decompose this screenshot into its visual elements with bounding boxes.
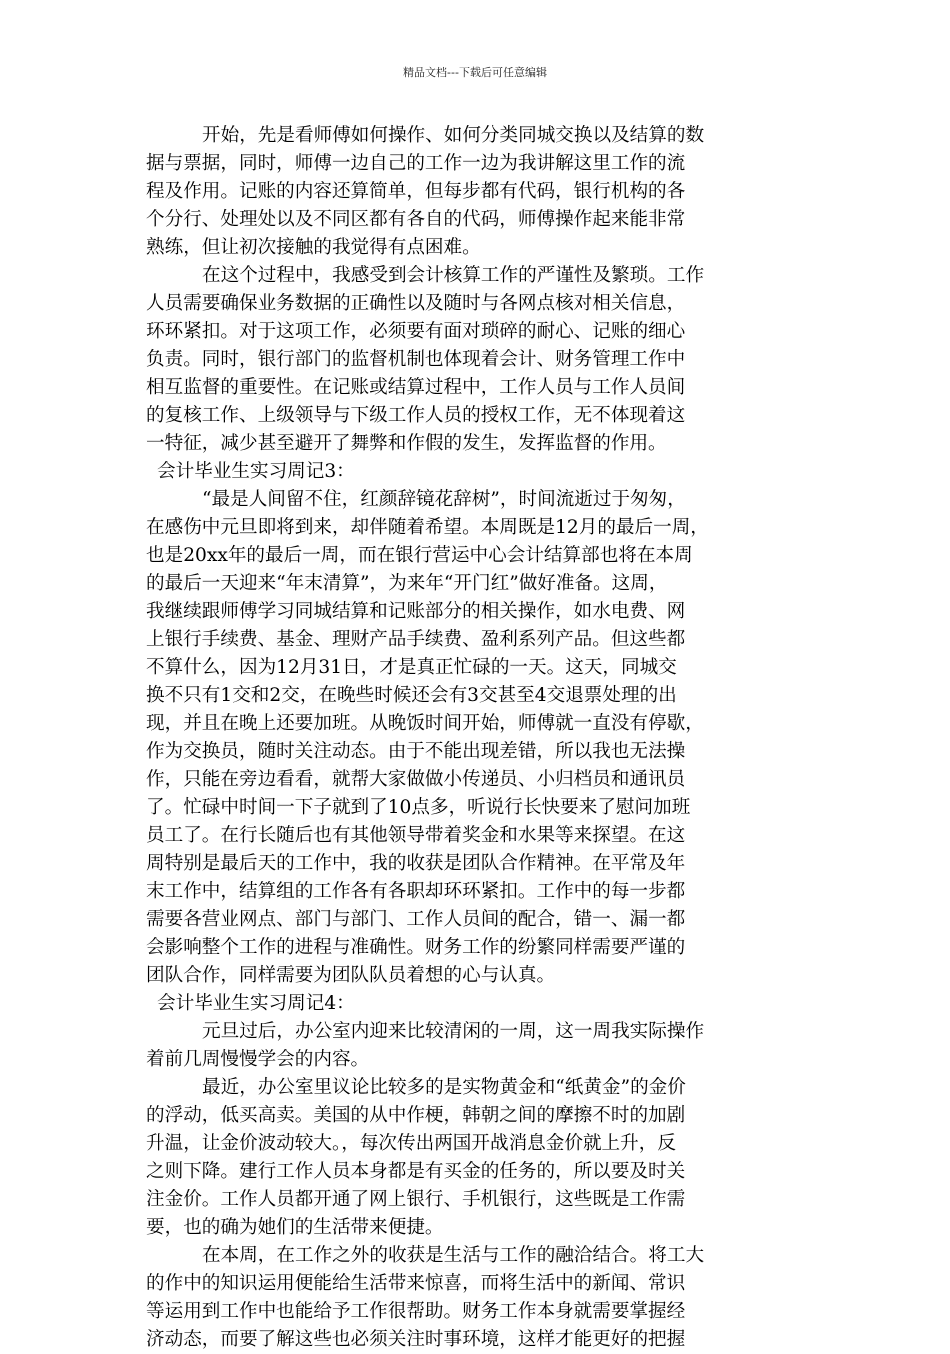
text-line: 的复核工作、上级领导与下级工作人员的授权工作，无不体现着这 [146,405,686,426]
text-line: 一特征，减少甚至避开了舞弊和作假的发生，发挥监督的作用。 [146,433,667,454]
text-line: 之则下降。建行工作人员本身都是有买金的任务的，所以要及时关 [146,1161,686,1182]
text-line: 团队合作，同样需要为团队队员着想的心与认真。 [146,965,556,986]
text-line: 着前几周慢慢学会的内容。 [146,1049,370,1070]
paragraph-first-line: “最是人间留不住，红颜辞镜花辞树”，时间流逝过于匆匆， [202,489,686,510]
text-line: 个分行、处理处以及不同区都有各自的代码，师傅操作起来能非常 [146,209,686,230]
page-header: 精品文档---下载后可任意编辑 [403,66,547,79]
text-line: 也是20xx年的最后一周，而在银行营运中心会计结算部也将在本周 [146,545,693,566]
text-line: 的作中的知识运用便能给生活带来惊喜，而将生活中的新闻、常识 [146,1273,686,1294]
text-line: 需要各营业网点、部门与部门、工作人员间的配合，错一、漏一都 [146,909,686,930]
paragraph-first-line: 最近，办公室里议论比较多的是实物黄金和“纸黄金”的金价 [202,1077,686,1098]
section-heading: 会计毕业生实习周记3： [157,461,355,482]
text-line: 末工作中，结算组的工作各有各职却环环紧扣。工作中的每一步都 [146,881,686,902]
text-line: 注金价。工作人员都开通了网上银行、手机银行，这些既是工作需 [146,1189,686,1210]
text-line: 上银行手续费、基金、理财产品手续费、盈利系列产品。但这些都 [146,629,686,650]
text-line: 环环紧扣。对于这项工作，必须要有面对琐碎的耐心、记账的细心 [146,321,686,342]
text-line: 在感伤中元旦即将到来，却伴随着希望。本周既是12月的最后一周， [146,517,709,538]
paragraph-first-line: 在本周，在工作之外的收获是生活与工作的融洽结合。将工大 [202,1245,705,1266]
section-heading: 会计毕业生实习周记4： [157,993,355,1014]
text-line: 周特别是最后天的工作中，我的收获是团队合作精神。在平常及年 [146,853,686,874]
paragraph-first-line: 开始，先是看师傅如何操作、如何分类同城交换以及结算的数 [202,125,705,146]
text-line: 作为交换员，随时关注动态。由于不能出现差错，所以我也无法操 [146,741,686,762]
text-line: 熟练，但让初次接触的我觉得有点困难。 [146,237,481,258]
text-line: 负责。同时，银行部门的监督机制也体现着会计、财务管理工作中 [146,349,686,370]
text-line: 济动态，而要了解这些也必须关注时事环境，这样才能更好的把握 [146,1329,686,1350]
text-line: 要，也的确为她们的生活带来便捷。 [146,1217,444,1238]
text-line: 员工了。在行长随后也有其他领导带着奖金和水果等来探望。在这 [146,825,686,846]
text-line: 我继续跟师傅学习同城结算和记账部分的相关操作，如水电费、网 [146,601,686,622]
text-line: 作，只能在旁边看看，就帮大家做做小传递员、小归档员和通讯员 [146,769,686,790]
paragraph-first-line: 元旦过后，办公室内迎来比较清闲的一周，这一周我实际操作 [202,1021,705,1042]
text-line: 升温，让金价波动较大。，每次传出两国开战消息金价就上升，反 [146,1133,676,1154]
text-line: 了。忙碌中时间一下子就到了10点多，听说行长快要来了慰问加班 [146,797,691,818]
text-line: 换不只有1交和2交，在晚些时候还会有3交甚至4交退票处理的出 [146,685,677,706]
text-line: 会影响整个工作的进程与准确性。财务工作的纷繁同样需要严谨的 [146,937,686,958]
text-line: 据与票据，同时，师傅一边自己的工作一边为我讲解这里工作的流 [146,153,686,174]
text-line: 程及作用。记账的内容还算简单，但每步都有代码，银行机构的各 [146,181,686,202]
text-line: 的浮动，低买高卖。美国的从中作梗，韩朝之间的摩擦不时的加剧 [146,1105,686,1126]
text-line: 人员需要确保业务数据的正确性以及随时与各网点核对相关信息， [146,293,686,314]
document-body [146,122,806,1354]
text-line: 现，并且在晚上还要加班。从晚饭时间开始，师傅就一直没有停歇， [146,713,704,734]
text-line: 不算什么，因为12月31日，才是真正忙碌的一天。这天，同城交 [146,657,677,678]
paragraph-first-line: 在这个过程中，我感受到会计核算工作的严谨性及繁琐。工作 [202,265,705,286]
text-line: 等运用到工作中也能给予工作很帮助。财务工作本身就需要掌握经 [146,1301,686,1322]
text-line: 相互监督的重要性。在记账或结算过程中，工作人员与工作人员间 [146,377,686,398]
text-line: 的最后一天迎来“年末清算”，为来年“开门红”做好准备。这周， [146,573,668,594]
